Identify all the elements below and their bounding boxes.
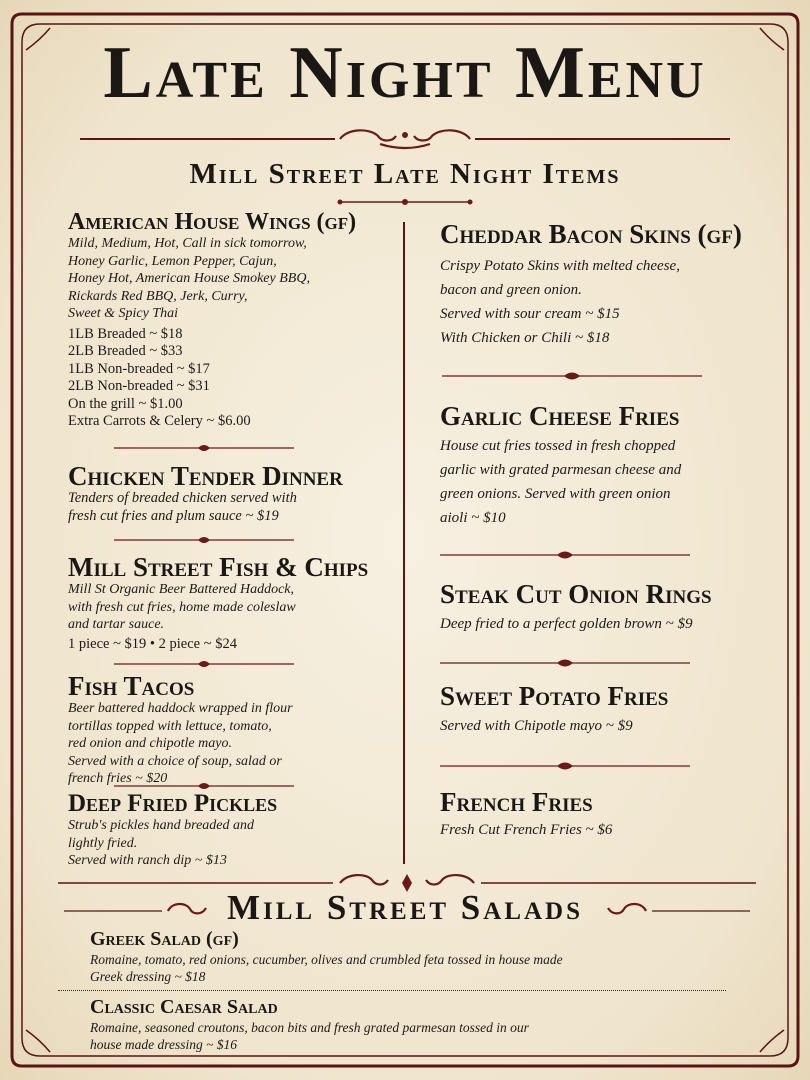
item-divider bbox=[440, 548, 690, 562]
item-desc bbox=[68, 581, 398, 634]
price-line: 2LB Breaded ~ $33 bbox=[68, 343, 183, 360]
flavor-line: Sweet & Spicy Thai bbox=[68, 306, 179, 322]
desc-line: with fresh cut fries, home made coleslaw bbox=[68, 599, 296, 615]
item-desc bbox=[68, 817, 398, 870]
item-desc bbox=[440, 254, 780, 350]
item-caesar-salad bbox=[90, 996, 750, 1053]
item-deep-fried-pickles bbox=[68, 791, 398, 870]
item-desc: Served with Chipotle mayo ~ $9 bbox=[440, 718, 633, 735]
desc-line: House cut fries tossed in fresh chopped bbox=[440, 438, 676, 455]
flavor-line: Mild, Medium, Hot, Call in sick tomorrow, bbox=[68, 236, 307, 252]
desc-line: Mill St Organic Beer Battered Haddock, bbox=[68, 582, 295, 598]
item-divider bbox=[114, 658, 294, 670]
desc-line: Greek dressing ~ $18 bbox=[90, 969, 206, 984]
desc-line: With Chicken or Chili ~ $18 bbox=[440, 330, 610, 347]
desc-line: aioli ~ $10 bbox=[440, 510, 506, 527]
item-divider bbox=[440, 656, 690, 670]
price-line: 1LB Non-breaded ~ $17 bbox=[68, 360, 210, 377]
item-divider bbox=[440, 759, 690, 773]
item-name: Sweet Potato Fries bbox=[440, 681, 669, 711]
price-line: Extra Carrots & Celery ~ $6.00 bbox=[68, 413, 251, 430]
section-title: Mill Street Late Night Items bbox=[189, 158, 621, 190]
item-fish-tacos bbox=[68, 672, 398, 788]
column-divider bbox=[403, 222, 405, 864]
item-divider bbox=[114, 442, 294, 454]
desc-line: green onions. Served with green onion bbox=[440, 486, 671, 503]
item-name: Mill Street Fish & Chips bbox=[68, 552, 369, 582]
item-cheddar-bacon-skins bbox=[440, 220, 780, 350]
desc-line: and tartar sauce. bbox=[68, 617, 165, 633]
desc-line: Beer battered haddock wrapped in flour bbox=[68, 701, 293, 717]
subtitle-divider bbox=[330, 196, 480, 208]
item-american-wings bbox=[68, 210, 398, 431]
item-desc bbox=[90, 951, 750, 985]
desc-line: Served with sour cream ~ $15 bbox=[440, 306, 620, 323]
item-desc bbox=[68, 700, 398, 788]
item-name: Fish Tacos bbox=[68, 671, 195, 701]
item-name: Steak Cut Onion Rings bbox=[440, 579, 712, 609]
flavor-line: Honey Hot, American House Smokey BBQ, bbox=[68, 271, 310, 287]
item-name: French Fries bbox=[440, 787, 593, 817]
item-prices bbox=[68, 326, 398, 431]
item-french-fries bbox=[440, 788, 780, 842]
desc-line: red onion and chipotle mayo. bbox=[68, 736, 232, 752]
desc-line: Served with a choice of soup, salad or bbox=[68, 753, 282, 769]
item-chicken-tender bbox=[68, 462, 398, 525]
item-desc: Deep fried to a perfect golden brown ~ $9 bbox=[440, 616, 693, 633]
item-desc bbox=[68, 490, 398, 525]
item-desc bbox=[90, 1019, 750, 1053]
item-name: Garlic Cheese Fries bbox=[440, 401, 680, 431]
item-name: Cheddar Bacon Skins (gf) bbox=[440, 219, 742, 249]
menu-title: Late Night Menu bbox=[103, 32, 707, 114]
item-steak-cut-onion-rings bbox=[440, 580, 780, 636]
item-greek-salad bbox=[90, 928, 750, 985]
desc-line: Crispy Potato Skins with melted cheese, bbox=[440, 258, 680, 275]
desc-line: house made dressing ~ $16 bbox=[90, 1037, 238, 1052]
desc-line: lightly fried. bbox=[68, 835, 138, 851]
desc-line: Romaine, seasoned croutons, bacon bits and fresh grated parmesan tossed in our bbox=[90, 1020, 529, 1035]
item-name: Deep Fried Pickles bbox=[68, 790, 278, 817]
desc-line: fresh cut fries and plum sauce ~ $19 bbox=[68, 507, 279, 524]
item-desc: Fresh Cut French Fries ~ $6 bbox=[440, 822, 613, 839]
desc-line: french fries ~ $20 bbox=[68, 771, 168, 787]
item-name: Classic Caesar Salad bbox=[90, 996, 278, 1018]
salads-title: Mill Street Salads bbox=[226, 888, 584, 927]
item-divider bbox=[114, 534, 294, 546]
desc-line: Romaine, tomato, red onions, cucumber, olives and crumbled feta tossed in house made bbox=[90, 952, 563, 967]
item-divider bbox=[442, 369, 702, 383]
title-flourish bbox=[80, 124, 730, 154]
flavor-line: Rickards Red BBQ, Jerk, Curry, bbox=[68, 288, 248, 304]
desc-line: garlic with grated parmesan cheese and bbox=[440, 462, 682, 479]
item-name: Chicken Tender Dinner bbox=[68, 461, 343, 491]
flavor-line: Honey Garlic, Lemon Pepper, Cajun, bbox=[68, 253, 277, 269]
desc-line: Strub's pickles hand breaded and bbox=[68, 818, 255, 834]
item-prices: 1 piece ~ $19 • 2 piece ~ $24 bbox=[68, 635, 237, 652]
price-line: 2LB Non-breaded ~ $31 bbox=[68, 378, 210, 395]
price-line: On the grill ~ $1.00 bbox=[68, 395, 183, 412]
desc-line: Served with ranch dip ~ $13 bbox=[68, 853, 227, 869]
desc-line: Tenders of breaded chicken served with bbox=[68, 490, 297, 507]
desc-line: tortillas topped with lettuce, tomato, bbox=[68, 718, 272, 734]
salad-dotted-divider bbox=[58, 990, 726, 991]
item-garlic-cheese-fries bbox=[440, 402, 780, 530]
item-name: American House Wings (gf) bbox=[68, 209, 357, 235]
price-line: 1LB Breaded ~ $18 bbox=[68, 325, 183, 342]
item-fish-chips bbox=[68, 553, 398, 653]
item-name: Greek Salad (gf) bbox=[90, 928, 239, 950]
desc-line: bacon and green onion. bbox=[440, 282, 582, 299]
item-sweet-potato-fries bbox=[440, 682, 780, 738]
item-desc bbox=[440, 434, 780, 530]
item-flavors bbox=[68, 235, 398, 323]
